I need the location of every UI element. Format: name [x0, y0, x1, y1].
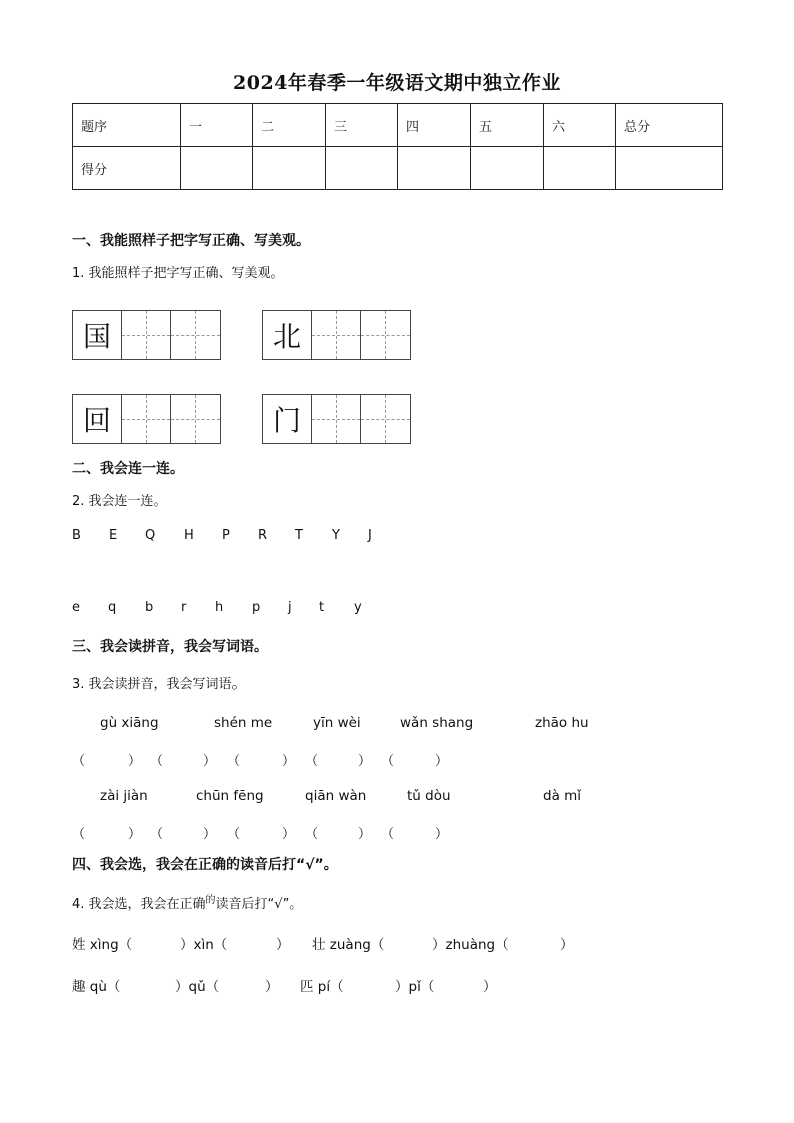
writing-cell[interactable]: [122, 311, 171, 359]
writing-cell[interactable]: [361, 395, 410, 443]
uppercase-letter[interactable]: Y: [332, 528, 340, 543]
writing-grid-guo[interactable]: [72, 310, 221, 360]
score-table-cell: 六: [544, 104, 616, 147]
answer-blank-close: ）: [282, 827, 296, 842]
reading-option-close: ）: [483, 979, 497, 995]
lowercase-letter[interactable]: t: [319, 600, 325, 615]
reading-option[interactable]: ）qǔ（: [175, 979, 220, 995]
answer-blank-close: ）: [358, 754, 372, 769]
score-table-cell: 题序: [73, 104, 181, 147]
page-title: 2024年春季一年级语文期中独立作业: [233, 72, 561, 94]
reading-option-close: ）: [560, 937, 574, 953]
question-1: 1. 我能照样子把字写正确、写美观。: [72, 266, 284, 281]
writing-cell[interactable]: [312, 311, 361, 359]
question-2: 2. 我会连一连。: [72, 494, 167, 509]
writing-cell[interactable]: [361, 311, 410, 359]
pinyin-item: dà mǐ: [543, 788, 582, 804]
score-table-cell: [326, 147, 398, 190]
section-2-heading: 二、我会连一连。: [72, 461, 184, 477]
reading-option[interactable]: ）zhuàng（: [432, 937, 509, 953]
model-char-cell: [263, 311, 312, 359]
score-table-cell: [471, 147, 544, 190]
score-table-cell: 得分: [73, 147, 181, 190]
score-table-cell: [544, 147, 616, 190]
model-char-cell: [73, 395, 122, 443]
question-4-text-a: 4. 我会选，我会在正确: [72, 897, 206, 912]
pinyin-item: gù xiāng: [100, 715, 159, 731]
question-3-text: 3. 我会读拼音，我会写词语: [72, 677, 232, 692]
writing-cell[interactable]: [122, 395, 171, 443]
score-table-cell: 总分: [616, 104, 723, 147]
question-4: [72, 893, 302, 912]
answer-blank-open[interactable]: （: [150, 827, 164, 842]
model-char-cell: [73, 311, 122, 359]
uppercase-letter[interactable]: B: [72, 528, 81, 543]
score-table-cell: [253, 147, 326, 190]
score-table-cell: [616, 147, 723, 190]
pinyin-item: zài jiàn: [100, 788, 148, 804]
model-char: 北: [272, 320, 301, 353]
lowercase-letter[interactable]: p: [252, 600, 261, 615]
answer-blank-close: ）: [128, 754, 142, 769]
uppercase-letter[interactable]: Q: [145, 528, 156, 543]
reading-option[interactable]: ）pǐ（: [395, 979, 435, 995]
reading-option[interactable]: 趣 qù（: [72, 979, 121, 995]
pinyin-item: qiān wàn: [305, 788, 367, 804]
lowercase-letter[interactable]: j: [288, 600, 292, 615]
answer-blank-open[interactable]: （: [227, 754, 241, 769]
answer-blank-close: ）: [203, 754, 217, 769]
lowercase-letter[interactable]: y: [354, 600, 362, 615]
section-1-heading: 一、我能照样子把字写正确、写美观。: [72, 233, 310, 249]
question-3-end: 。: [231, 673, 248, 692]
writing-cell[interactable]: [171, 311, 220, 359]
answer-blank-close: ）: [203, 827, 217, 842]
writing-grid-men[interactable]: [262, 394, 411, 444]
answer-blank-close: ）: [282, 754, 296, 769]
question-4-text-b: 读音后打“√”。: [215, 897, 303, 912]
section-4-heading: 四、我会选，我会在正确的读音后打“√”。: [72, 857, 338, 873]
answer-blank-open[interactable]: （: [72, 754, 86, 769]
section-3-heading: 三、我会读拼音，我会写词语。: [72, 639, 268, 655]
answer-blank-open[interactable]: （: [381, 827, 395, 842]
score-table-cell: [398, 147, 471, 190]
uppercase-letter[interactable]: R: [258, 528, 268, 543]
score-table-cell: 一: [181, 104, 253, 147]
question-4-small-char: 的: [205, 895, 216, 906]
answer-blank-open[interactable]: （: [227, 827, 241, 842]
lowercase-letter[interactable]: q: [108, 600, 117, 615]
model-char-cell: [263, 395, 312, 443]
uppercase-letter[interactable]: T: [295, 528, 303, 543]
score-table-cell: 二: [253, 104, 326, 147]
answer-blank-open[interactable]: （: [305, 754, 319, 769]
pinyin-item: chūn fēng: [196, 788, 264, 804]
score-table-cell: 三: [326, 104, 398, 147]
model-char: 门: [272, 404, 301, 437]
uppercase-letter[interactable]: H: [184, 528, 194, 543]
score-table-score-row: [73, 147, 723, 190]
writing-grid-hui[interactable]: [72, 394, 221, 444]
pinyin-item: wǎn shang: [400, 715, 474, 731]
question-3: [72, 670, 248, 693]
score-table-cell: 四: [398, 104, 471, 147]
score-table: [72, 103, 723, 190]
answer-blank-close: ）: [128, 827, 142, 842]
score-table-cell: [181, 147, 253, 190]
answer-blank-close: ）: [435, 754, 449, 769]
model-char: 国: [82, 320, 111, 353]
answer-blank-open[interactable]: （: [381, 754, 395, 769]
pinyin-item: tǔ dòu: [407, 788, 451, 804]
reading-option[interactable]: ）xìn（: [180, 937, 228, 953]
uppercase-letter[interactable]: P: [222, 528, 230, 543]
lowercase-letter[interactable]: h: [215, 600, 224, 615]
model-char: 回: [82, 404, 111, 437]
answer-blank-close: ）: [358, 827, 372, 842]
lowercase-letter[interactable]: r: [181, 600, 187, 615]
answer-blank-open[interactable]: （: [305, 827, 319, 842]
writing-cell[interactable]: [312, 395, 361, 443]
lowercase-letter[interactable]: b: [145, 600, 154, 615]
writing-cell[interactable]: [171, 395, 220, 443]
score-table-header-row: [73, 104, 723, 147]
reading-option[interactable]: 匹 pí（: [300, 979, 344, 995]
pinyin-item: zhāo hu: [535, 715, 589, 731]
writing-grid-bei[interactable]: [262, 310, 411, 360]
reading-option[interactable]: 壮 zuàng（: [312, 937, 385, 953]
answer-blank-open[interactable]: （: [150, 754, 164, 769]
reading-option-close: ）: [265, 979, 279, 995]
uppercase-letter[interactable]: J: [368, 528, 372, 543]
pinyin-item: yīn wèi: [313, 715, 361, 731]
score-table-cell: 五: [471, 104, 544, 147]
answer-blank-open[interactable]: （: [72, 827, 86, 842]
lowercase-letter[interactable]: e: [72, 600, 80, 615]
reading-option[interactable]: 姓 xìng（: [72, 937, 133, 953]
pinyin-item: shén me: [214, 715, 273, 731]
answer-blank-close: ）: [435, 827, 449, 842]
reading-option-close: ）: [276, 937, 290, 953]
uppercase-letter[interactable]: E: [109, 528, 118, 543]
